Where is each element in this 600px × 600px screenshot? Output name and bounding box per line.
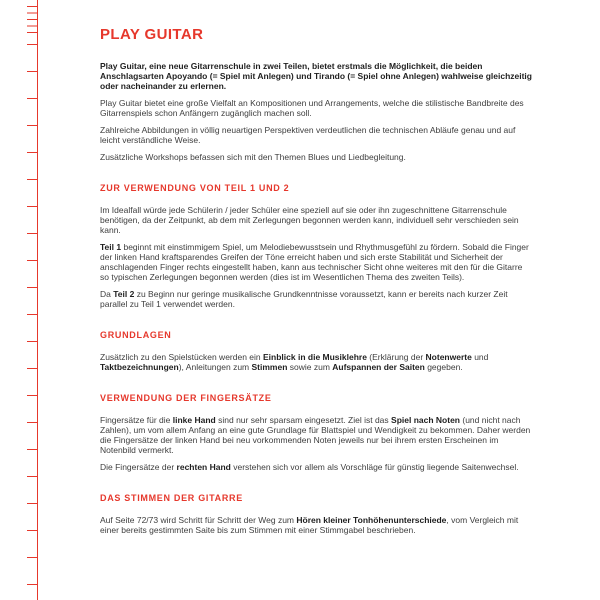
section-grundlagen [100, 330, 532, 372]
section-fingersaetze [100, 393, 532, 472]
text-segment: Die Fingersätze der [100, 462, 177, 472]
text-segment: ), Anleitungen zum [178, 362, 252, 372]
text-segment: Hören kleiner Tonhöhenunterschiede [296, 515, 447, 525]
text-segment: Zahlreiche Abbildungen in völlig neuartigen Perspektiven verdeutlichen die technischen Abläufe genau und auf leicht verständliche Weise. [100, 125, 516, 145]
section-heading: GRUNDLAGEN [100, 330, 172, 340]
text-segment: Play Guitar bietet eine große Vielfalt an Kompositionen und Arrangements, welche die stilistische Bandbreite des Gitarrenspiels schon Anfängern zugänglich machen soll. [100, 98, 524, 118]
paragraph [100, 515, 532, 535]
text-segment: Fingersätze für die [100, 415, 173, 425]
page-content [100, 26, 532, 542]
paragraph [100, 152, 532, 162]
left-crop-marks-top [27, 6, 37, 34]
section-heading: DAS STIMMEN DER GITARRE [100, 493, 243, 503]
paragraph [100, 205, 532, 235]
text-segment: , vom Vergleich mit einer bereits gestimmten Saite bis zum Stimmen mit einer Stimmgabel beschrieben. [100, 515, 519, 535]
section-heading: VERWENDUNG DER FINGERSÄTZE [100, 393, 272, 403]
paragraph [100, 415, 532, 455]
text-segment: gegeben. [424, 362, 463, 372]
paragraph [100, 125, 532, 145]
text-segment: beginnt mit einstimmigem Spiel, um Melodiebewusstsein und Rhythmusgefühl zu fördern. Sobald die Finger der linken Hand kraftsparendes Greifen der Töne erreicht haben und sich erste Stabilität und Sicherheit der anschlagenden Finger rechts eingestellt haben, kann aus technischer Sicht ohne weiteres mit den für die Gitarre so typischen Zerlegungen begonnen werden (dies ist im Wesentlichen Thema des zweiten Teils). [100, 242, 529, 282]
section-zur-verwendung [100, 183, 532, 309]
text-segment: verstehen sich vor allem als Vorschläge für günstig liegende Saitenwechsel. [230, 462, 519, 472]
text-segment: (Erklärung der [366, 352, 426, 362]
text-segment: Teil 2 [113, 289, 135, 299]
paragraph [100, 352, 532, 372]
text-segment: Da [100, 289, 114, 299]
text-segment: Play Guitar, eine neue Gitarrenschule in zwei Teilen, bietet erstmals die Möglichkeit, die beiden Anschlagsarten Apoyando (= Spiel mit Anlegen) und Tirando (= Spiel ohne Anlegen) wahlweise gleichzeitig oder nacheinander zu erlernen. [100, 61, 532, 91]
text-segment: Stimmen [251, 362, 288, 372]
text-segment: linke Hand [172, 415, 216, 425]
left-crop-marks [27, 44, 37, 600]
text-segment: Aufspannen der Saiten [332, 362, 425, 372]
text-segment: Notenwerte [425, 352, 472, 362]
intro-section [100, 61, 532, 162]
section-heading: ZUR VERWENDUNG VON TEIL 1 UND 2 [100, 183, 290, 193]
text-segment: rechten Hand [176, 462, 231, 472]
text-segment: Zusätzliche Workshops befassen sich mit den Themen Blues und Liedbegleitung. [100, 152, 406, 162]
text-segment: Im Idealfall würde jede Schülerin / jeder Schüler eine speziell auf sie oder ihn zugeschnittene Gitarrenschule benötigen, da der Zeitpunkt, ab dem mit Zerlegungen begonnen werden kann, individuell sehr verschieden sein kann. [100, 205, 519, 235]
text-segment: (und nicht nach Zahlen), um vom allem Anfang an eine gute Grundlage für Blattspiel und Wendigkeit zu bekommen. Daher werden die Fingersätze der linken Hand bei neu vorkommenden Noten jeweils nur bei ihrem ersten Erscheinen im Notenbild vermerkt. [100, 415, 531, 455]
text-segment: Taktbezeichnungen [100, 362, 179, 372]
text-segment: zu Beginn nur geringe musikalische Grundkenntnisse voraussetzt, kann er bereits nach kurzer Zeit parallel zu Teil 1 verwendet werden. [100, 289, 508, 309]
text-segment: sind nur sehr sparsam eingesetzt. Ziel ist das [215, 415, 392, 425]
text-segment: Auf Seite 72/73 wird Schritt für Schritt der Weg zum [100, 515, 297, 525]
paragraph [100, 289, 532, 309]
text-segment: sowie zum [287, 362, 333, 372]
section-stimmen-der-gitarre [100, 493, 532, 535]
left-rule-line [37, 0, 38, 600]
text-segment: und [471, 352, 489, 362]
paragraph [100, 462, 532, 472]
text-segment: Zusätzlich zu den Spielstücken werden ein [100, 352, 264, 362]
text-segment: Einblick in die Musiklehre [263, 352, 367, 362]
page-title: PLAY GUITAR [100, 26, 204, 43]
paragraph [100, 242, 532, 282]
text-segment: Teil 1 [100, 242, 122, 252]
paragraph [100, 98, 532, 118]
paragraph [100, 61, 532, 91]
text-segment: Spiel nach Noten [391, 415, 460, 425]
